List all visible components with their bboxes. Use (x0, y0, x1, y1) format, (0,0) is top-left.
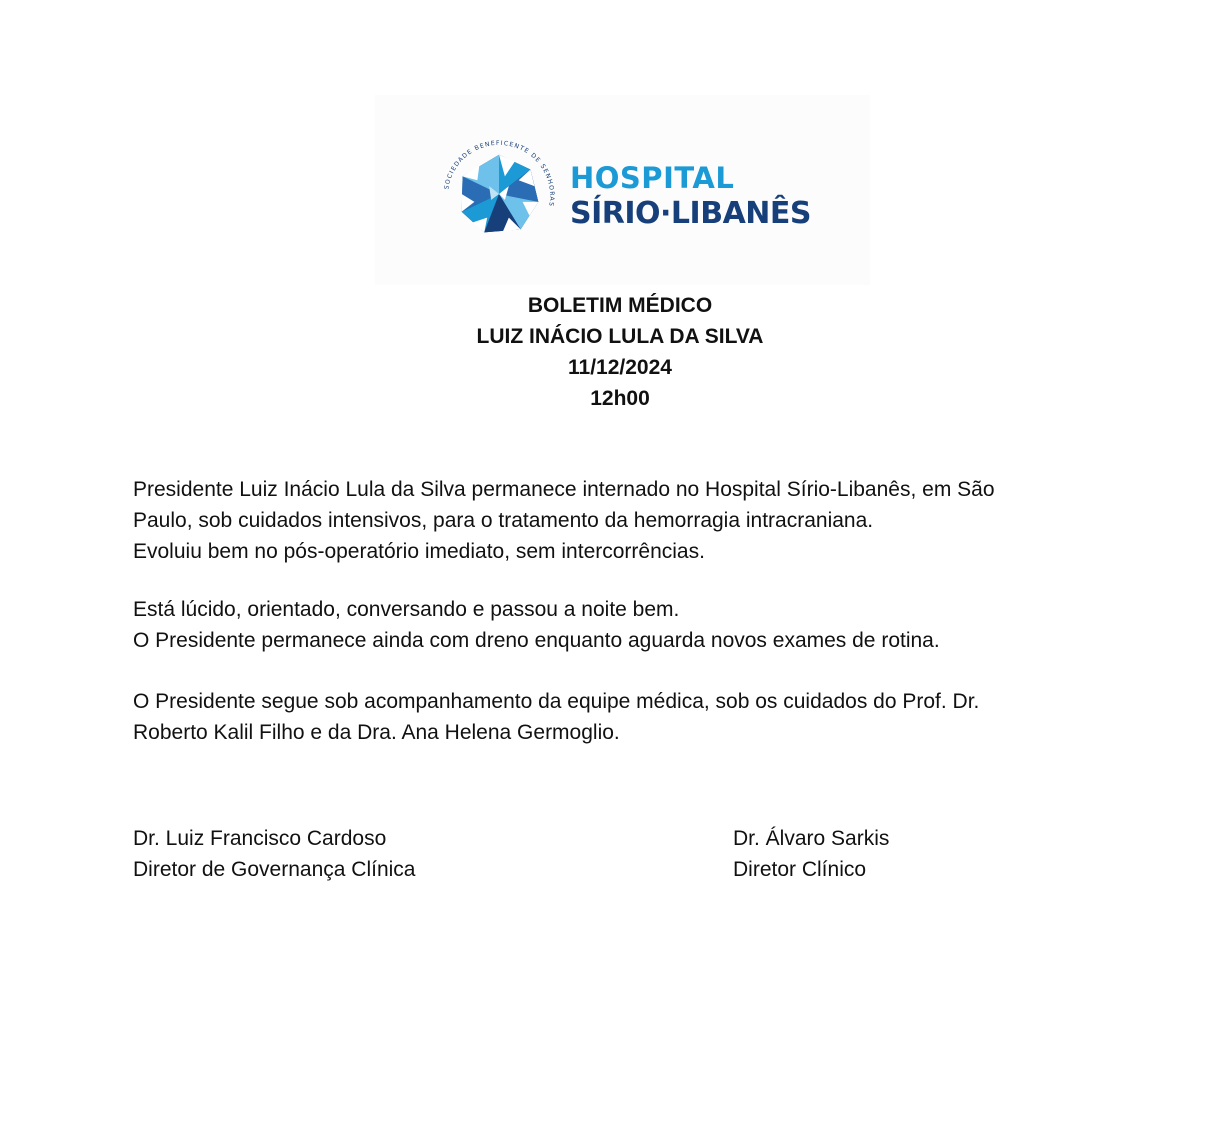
signatory-name: Dr. Álvaro Sarkis (733, 827, 890, 850)
logo-line-sirio-libanes: SÍRIO·LIBANÊS (570, 196, 811, 231)
bulletin-header (0, 290, 1231, 414)
paragraph-1 (133, 474, 1133, 567)
paragraph-line: Roberto Kalil Filho e da Dra. Ana Helena Germoglio. (133, 721, 620, 744)
paragraph-2 (133, 594, 1133, 656)
signature-governance-director (133, 823, 415, 885)
bulletin-date: 11/12/2024 (568, 356, 672, 379)
paragraph-line: Presidente Luiz Inácio Lula da Silva permanece internado no Hospital Sírio-Libanês, em São (133, 478, 995, 501)
bulletin-title: BOLETIM MÉDICO (527, 294, 713, 317)
paragraph-3 (133, 686, 1133, 748)
hospital-logo-text (570, 160, 811, 232)
bulletin-time: 12h00 (590, 387, 650, 410)
patient-name: LUIZ INÁCIO LULA DA SILVA (476, 325, 764, 348)
signature-clinical-director (733, 823, 889, 885)
signatory-name: Dr. Luiz Francisco Cardoso (133, 827, 387, 850)
paragraph-line: O Presidente segue sob acompanhamento da equipe médica, sob os cuidados do Prof. Dr. (133, 690, 980, 713)
paragraph-line: Evoluiu bem no pós-operatório imediato, sem intercorrências. (133, 540, 705, 563)
paragraph-line: Está lúcido, orientado, conversando e passou a noite bem. (133, 598, 680, 621)
signatory-role: Diretor de Governança Clínica (133, 858, 416, 881)
signatory-role: Diretor Clínico (733, 858, 867, 881)
seal-text: SOCIEDADE BENEFICENTE DE SENHORAS (443, 139, 556, 208)
logo-line-hospital: HOSPITAL (570, 161, 735, 195)
paragraph-line: O Presidente permanece ainda com dreno enquanto aguarda novos exames de rotina. (133, 629, 940, 652)
hospital-seal-icon (440, 137, 558, 255)
paragraph-line: Paulo, sob cuidados intensivos, para o tratamento da hemorragia intracraniana. (133, 509, 874, 532)
